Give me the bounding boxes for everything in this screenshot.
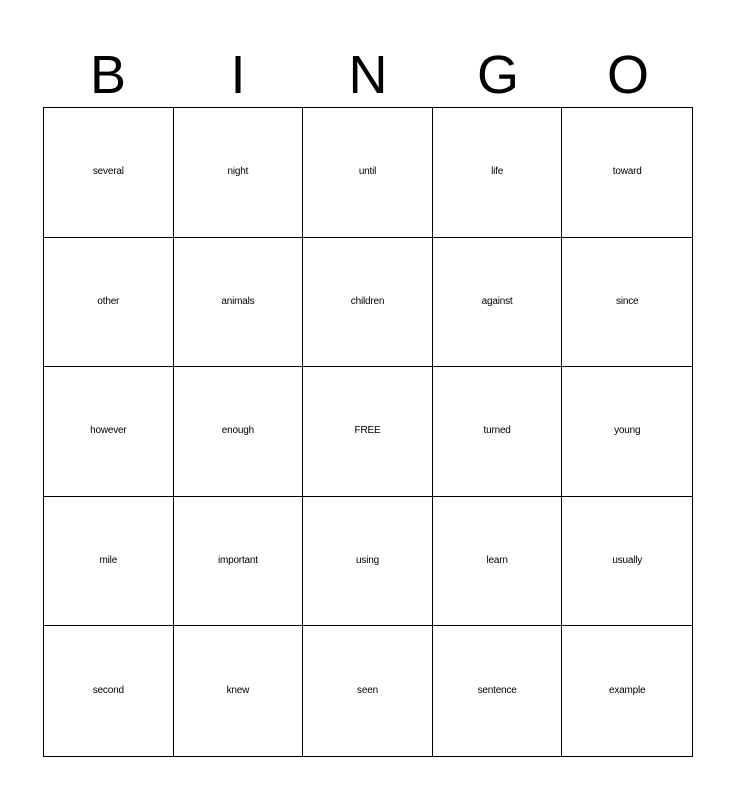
bingo-cell: against xyxy=(433,238,563,368)
bingo-cell: second xyxy=(44,626,174,756)
bingo-cell: night xyxy=(174,108,304,238)
bingo-cell: since xyxy=(562,238,692,368)
bingo-header xyxy=(43,44,693,106)
bingo-cell: mile xyxy=(44,497,174,627)
bingo-cell: sentence xyxy=(433,626,563,756)
header-letter-g: G xyxy=(476,45,519,105)
bingo-cell: important xyxy=(174,497,304,627)
bingo-cell: young xyxy=(562,367,692,497)
bingo-cell: life xyxy=(433,108,563,238)
header-letter-n: N xyxy=(348,45,388,105)
bingo-cell: seen xyxy=(303,626,433,756)
bingo-cell: children xyxy=(303,238,433,368)
bingo-board xyxy=(43,107,693,757)
bingo-cell: enough xyxy=(174,367,304,497)
bingo-cell: learn xyxy=(433,497,563,627)
bingo-cell: until xyxy=(303,108,433,238)
bingo-cell: however xyxy=(44,367,174,497)
bingo-cell: toward xyxy=(562,108,692,238)
header-letter-o: O xyxy=(606,45,649,105)
bingo-cell: several xyxy=(44,108,174,238)
header-letter-i: I xyxy=(230,45,246,105)
bingo-cell: turned xyxy=(433,367,563,497)
bingo-cell: example xyxy=(608,685,646,697)
free-space-cell: FREE xyxy=(303,367,433,497)
bingo-cell: animals xyxy=(174,238,304,368)
bingo-cell: usually xyxy=(562,497,692,627)
header-letter-b: B xyxy=(89,45,127,105)
bingo-cell: using xyxy=(303,497,433,627)
bingo-cell: knew xyxy=(174,626,304,756)
bingo-cell: other xyxy=(44,238,174,368)
